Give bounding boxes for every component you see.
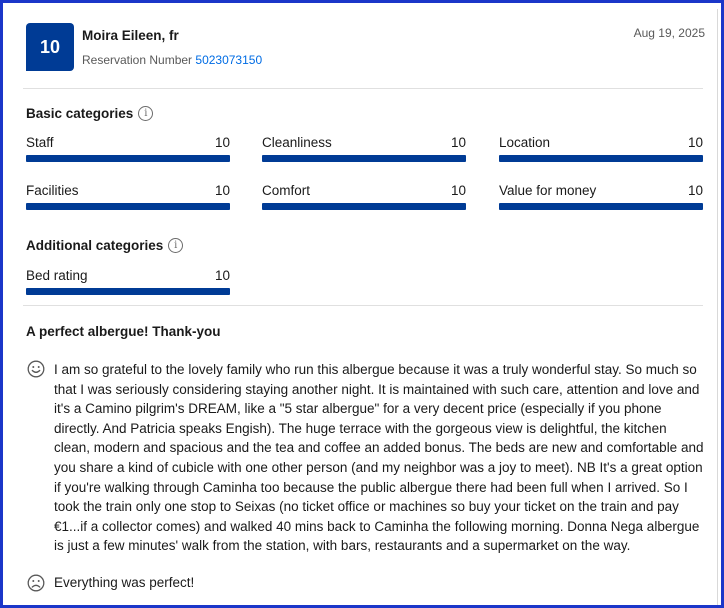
category-label: Location <box>499 135 551 150</box>
category-bar <box>499 155 703 162</box>
additional-categories-heading <box>26 238 183 253</box>
scrollbar-track <box>717 9 718 605</box>
category-comfort <box>262 183 466 213</box>
category-bar <box>262 203 466 210</box>
info-icon[interactable]: i <box>138 106 153 121</box>
category-bar <box>262 155 466 162</box>
category-staff <box>26 135 230 165</box>
basic-categories-heading <box>26 106 153 121</box>
reservation-label: Reservation Number <box>82 53 193 67</box>
divider <box>23 88 703 89</box>
score-badge: 10 <box>26 23 74 71</box>
category-value: 10 <box>450 183 466 198</box>
reservation-number-link[interactable]: 5023073150 <box>195 53 263 67</box>
review-title: A perfect albergue! Thank-you <box>26 324 221 339</box>
category-label: Cleanliness <box>262 135 332 150</box>
info-icon[interactable]: i <box>168 238 183 253</box>
category-bar-fill <box>499 203 703 210</box>
category-bar-fill <box>499 155 703 162</box>
category-value: 10 <box>214 183 230 198</box>
category-value: 10 <box>687 135 703 150</box>
category-label: Staff <box>26 135 54 150</box>
negative-review-text: Everything was perfect! <box>54 575 195 590</box>
category-label: Bed rating <box>26 268 88 283</box>
category-bar-fill <box>26 288 230 295</box>
category-bar <box>26 155 230 162</box>
divider <box>23 305 703 306</box>
category-value: 10 <box>450 135 466 150</box>
category-label: Value for money <box>499 183 597 198</box>
category-cleanliness <box>262 135 466 165</box>
category-bar-fill <box>26 203 230 210</box>
sad-face-icon <box>27 574 45 592</box>
category-bed-rating <box>26 268 230 298</box>
reviewer-name: Moira Eileen, fr <box>82 28 179 43</box>
positive-review-text: I am so grateful to the lovely family who run this albergue because it was a truly wonderful stay. So much so that I was seriously considering staying another night. It is maintained with such care, attention and love and it's a Camino pilgrim's DREAM, like a "5 star albergue" for a very decent price (especially if you phone directly. And Patricia speaks Engish). The huge terrace with the gorgeous view is delightful, the kitchen clean, modern and spacious and the tea and coffee an added bonus. The beds are new and comfortable and you share a kind of cubicle with one other person (and my neighbor was a joy to meet). NB It's a great option if you're walking through Caminha too because the public albergue there had been full when I arrived. So I took the train only one stop to Seixas (no ticket office or machines so buy your ticket on the train and pay €1...if a collector comes) and walked 40 mins back to Caminha the following morning. Donna Nega albergue is just a few minutes' walk from the station, with bars, restaurants and a supermarket on the way. <box>54 362 704 554</box>
additional-categories-title: Additional categories <box>26 238 164 253</box>
category-value: 10 <box>214 268 230 283</box>
review-date: Aug 19, 2025 <box>633 26 705 40</box>
category-bar <box>26 203 230 210</box>
review-header <box>23 20 705 72</box>
basic-categories-title: Basic categories <box>26 106 134 121</box>
smiley-face-icon <box>27 360 45 378</box>
category-bar <box>26 288 230 295</box>
category-location <box>499 135 703 165</box>
category-label: Comfort <box>262 183 311 198</box>
category-label: Facilities <box>26 183 79 198</box>
category-bar-fill <box>262 203 466 210</box>
category-value: 10 <box>687 183 703 198</box>
reservation-info <box>82 53 262 67</box>
category-value: 10 <box>214 135 230 150</box>
category-bar <box>499 203 703 210</box>
category-bar-fill <box>26 155 230 162</box>
category-bar-fill <box>262 155 466 162</box>
category-value-for-money <box>499 183 703 213</box>
category-facilities <box>26 183 230 213</box>
